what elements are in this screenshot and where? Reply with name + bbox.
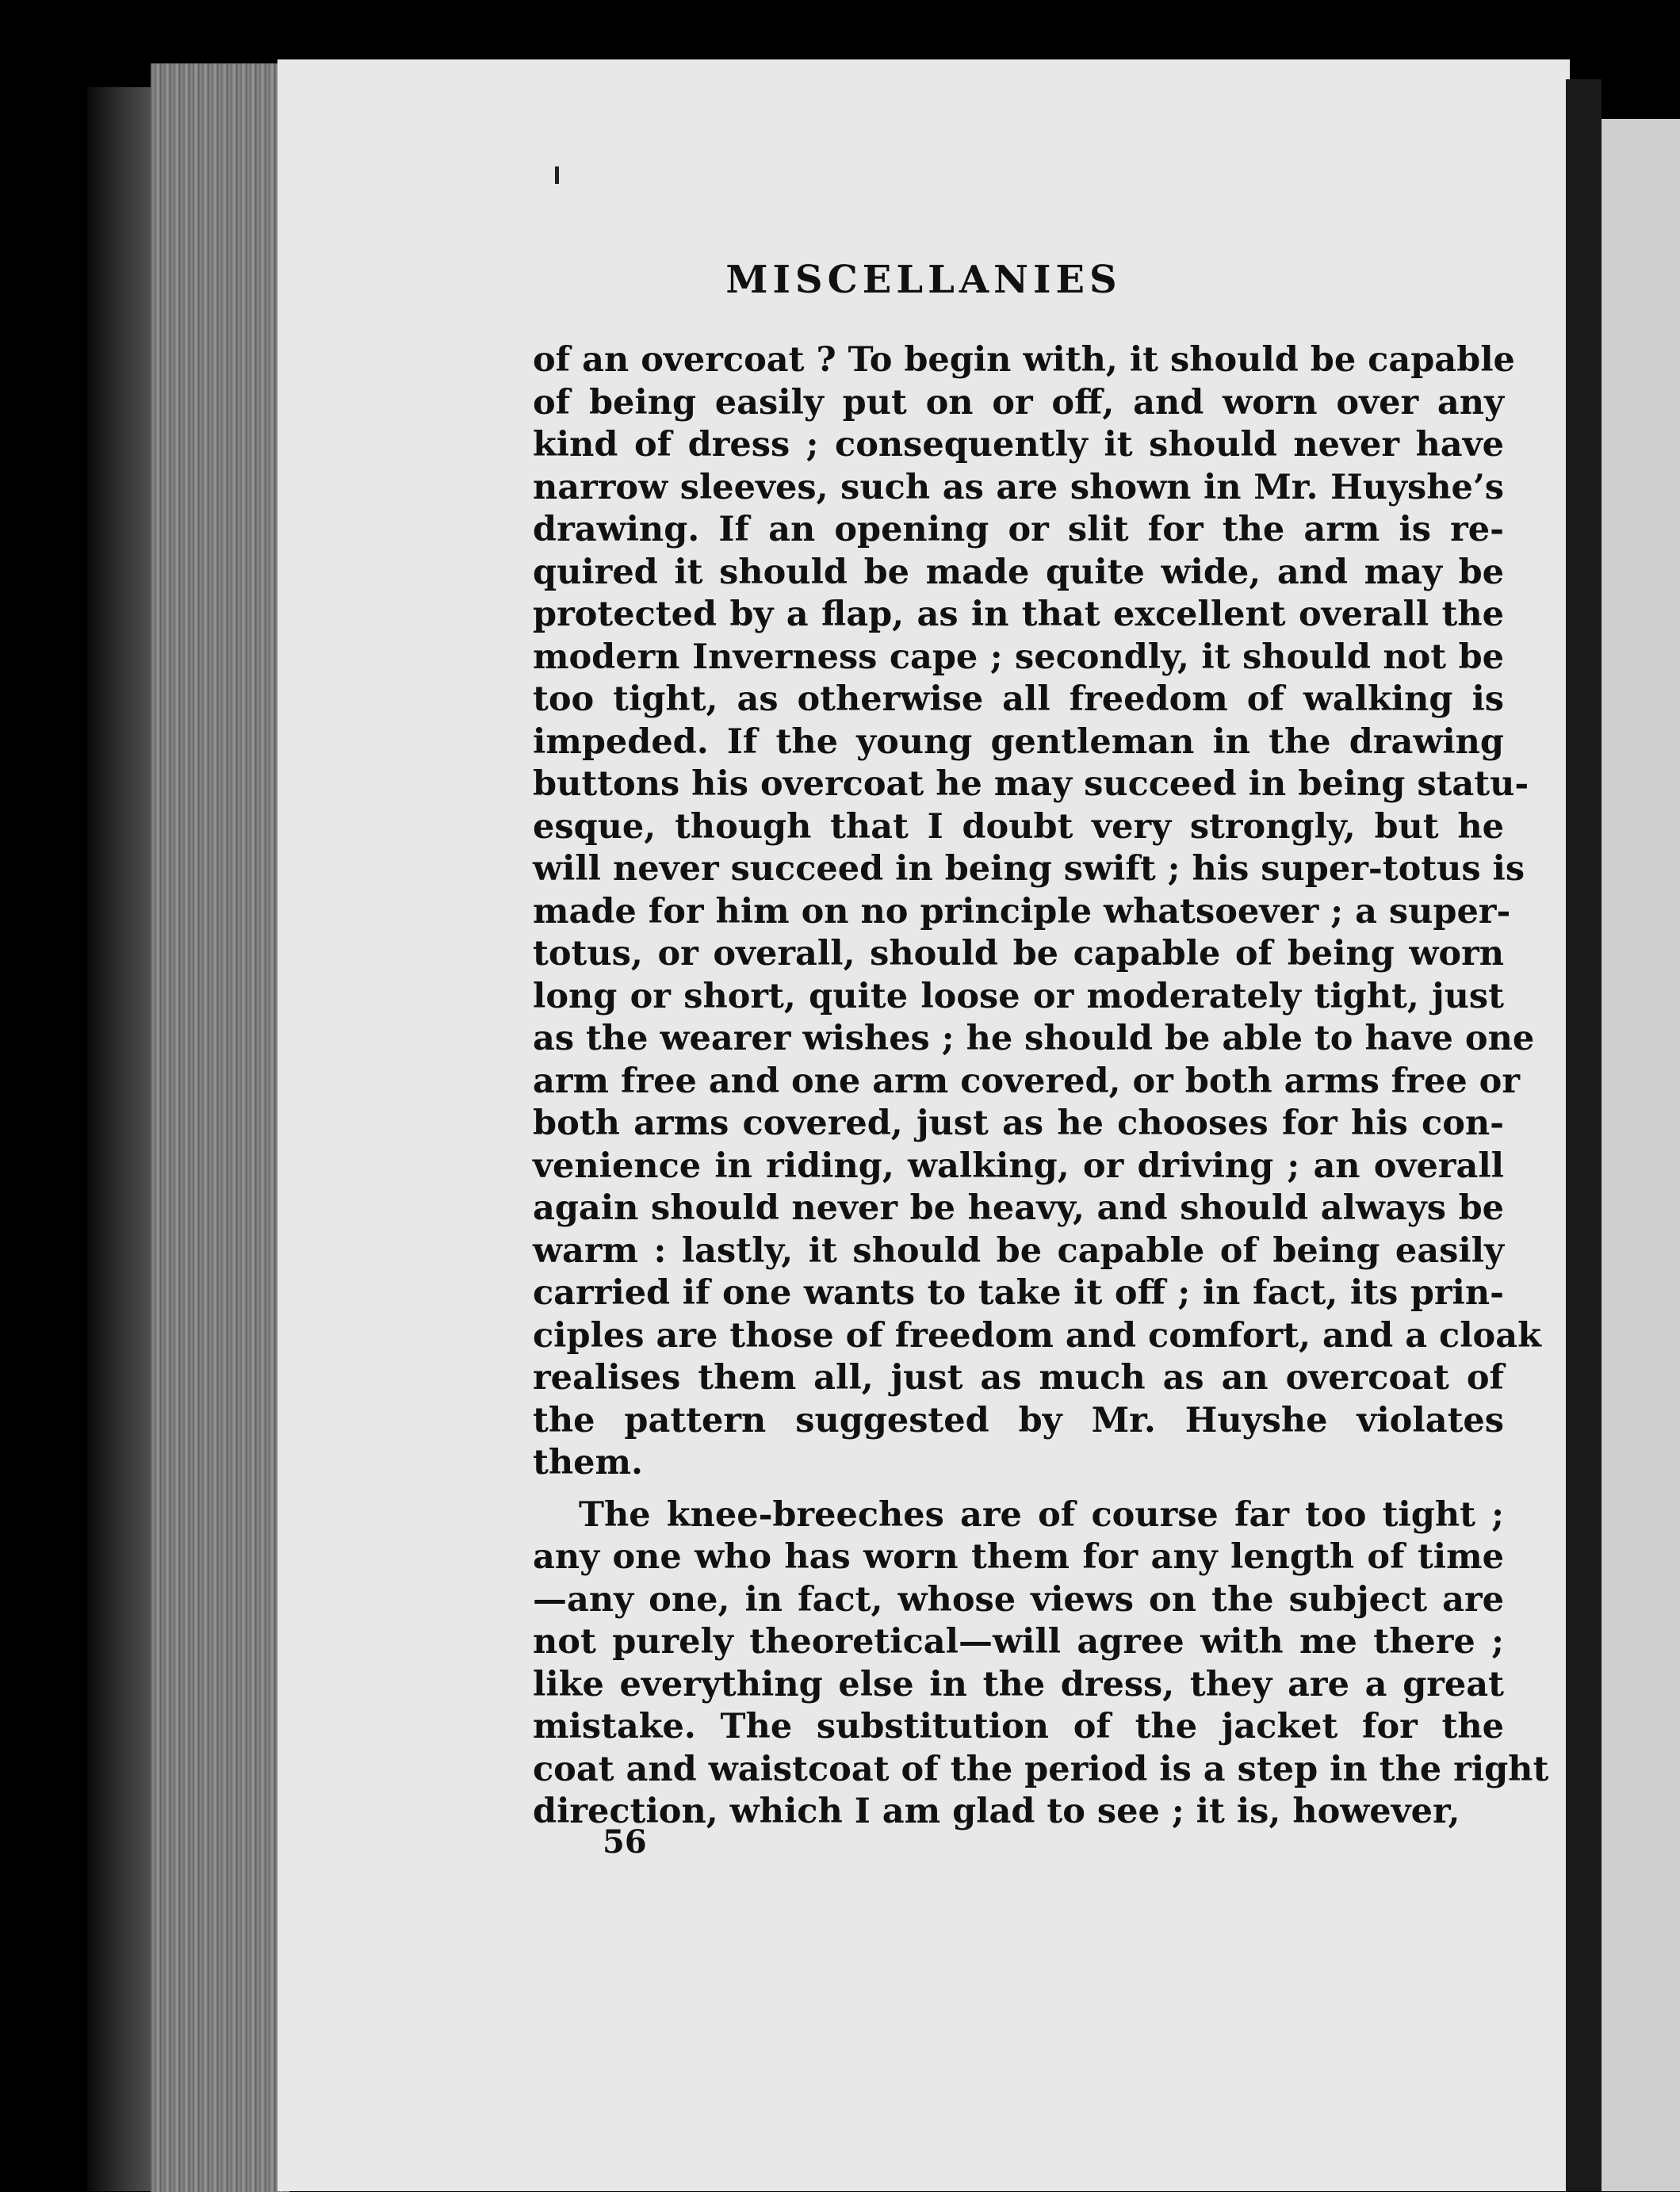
text-line: protected by a flap, as in that excellent overall the xyxy=(533,595,1504,634)
text-line: mistake. The substitution of the jacket for the xyxy=(533,1707,1504,1746)
text-line: both arms covered, just as he chooses for his con- xyxy=(533,1104,1504,1143)
running-head: MISCELLANIES xyxy=(725,258,1122,302)
text-line: any one who has worn them for any length of time xyxy=(533,1537,1504,1577)
text-line: impeded. If the young gentleman in the drawing xyxy=(533,721,1504,762)
text-line: narrow sleeves, such as are shown in Mr. Huyshe’s xyxy=(533,467,1504,507)
book-spine-shadow xyxy=(87,87,159,2191)
stacked-page-edges xyxy=(151,63,289,2192)
paragraph-1 xyxy=(533,339,1541,1485)
facing-page-edge xyxy=(1602,119,1680,2191)
text-line: long or short, quite loose or moderately tight, just xyxy=(533,976,1504,1016)
text-line: —any one, in fact, whose views on the subject are xyxy=(533,1579,1504,1620)
page-number: 56 xyxy=(603,1823,647,1861)
text-line: them. xyxy=(533,1443,643,1482)
text-line: arm free and one arm covered, or both arms free or xyxy=(533,1061,1520,1101)
text-line: like everything else in the dress, they are a great xyxy=(533,1664,1504,1704)
text-line: the pattern suggested by Mr. Huyshe violates xyxy=(533,1400,1504,1440)
text-line: warm : lastly, it should be capable of being easily xyxy=(533,1230,1504,1271)
text-line: direction, which I am glad to see ; it is, however, xyxy=(533,1792,1460,1831)
text-line: buttons his overcoat he may succeed in being statu- xyxy=(533,764,1529,804)
text-line: of being easily put on or off, and worn over any xyxy=(533,382,1504,423)
text-line: drawing. If an opening or slit for the arm is re- xyxy=(533,510,1504,549)
text-line: realises them all, just as much as an overcoat of xyxy=(533,1358,1504,1398)
paragraph-2 xyxy=(533,1494,1549,1834)
text-line: too tight, as otherwise all freedom of walking is xyxy=(533,679,1504,719)
text-line: esque, though that I doubt very strongly, but he xyxy=(533,806,1504,847)
text-line: ciples are those of freedom and comfort, and a cloak xyxy=(533,1315,1541,1356)
text-line: modern Inverness cape ; secondly, it should not be xyxy=(533,637,1504,677)
text-line: totus, or overall, should be capable of being worn xyxy=(533,934,1504,974)
text-line: made for him on no principle whatsoever ; a super- xyxy=(533,891,1511,932)
text-line: as the wearer wishes ; he should be able to have one xyxy=(533,1019,1535,1058)
text-line: coat and waistcoat of the period is a step in the right xyxy=(533,1749,1549,1789)
text-line: will never succeed in being swift ; his super-totus is xyxy=(533,849,1525,889)
text-line: not purely theoretical—will agree with me there ; xyxy=(533,1622,1504,1662)
text-line: The knee-breeches are of course far too tight ; xyxy=(579,1494,1504,1535)
text-line: quired it should be made quite wide, and may be xyxy=(533,552,1504,592)
body-text xyxy=(533,339,1549,1834)
text-line: carried if one wants to take it off ; in fact, its prin- xyxy=(533,1273,1504,1313)
stray-ink-mark xyxy=(555,166,559,184)
text-line: venience in riding, walking, or driving ; an overall xyxy=(533,1146,1504,1186)
text-line: of an overcoat ? To begin with, it should be capable xyxy=(533,340,1515,380)
text-line: again should never be heavy, and should always be xyxy=(533,1188,1504,1228)
right-binding-shadow xyxy=(1566,79,1602,2191)
text-line: kind of dress ; consequently it should never have xyxy=(533,425,1504,465)
